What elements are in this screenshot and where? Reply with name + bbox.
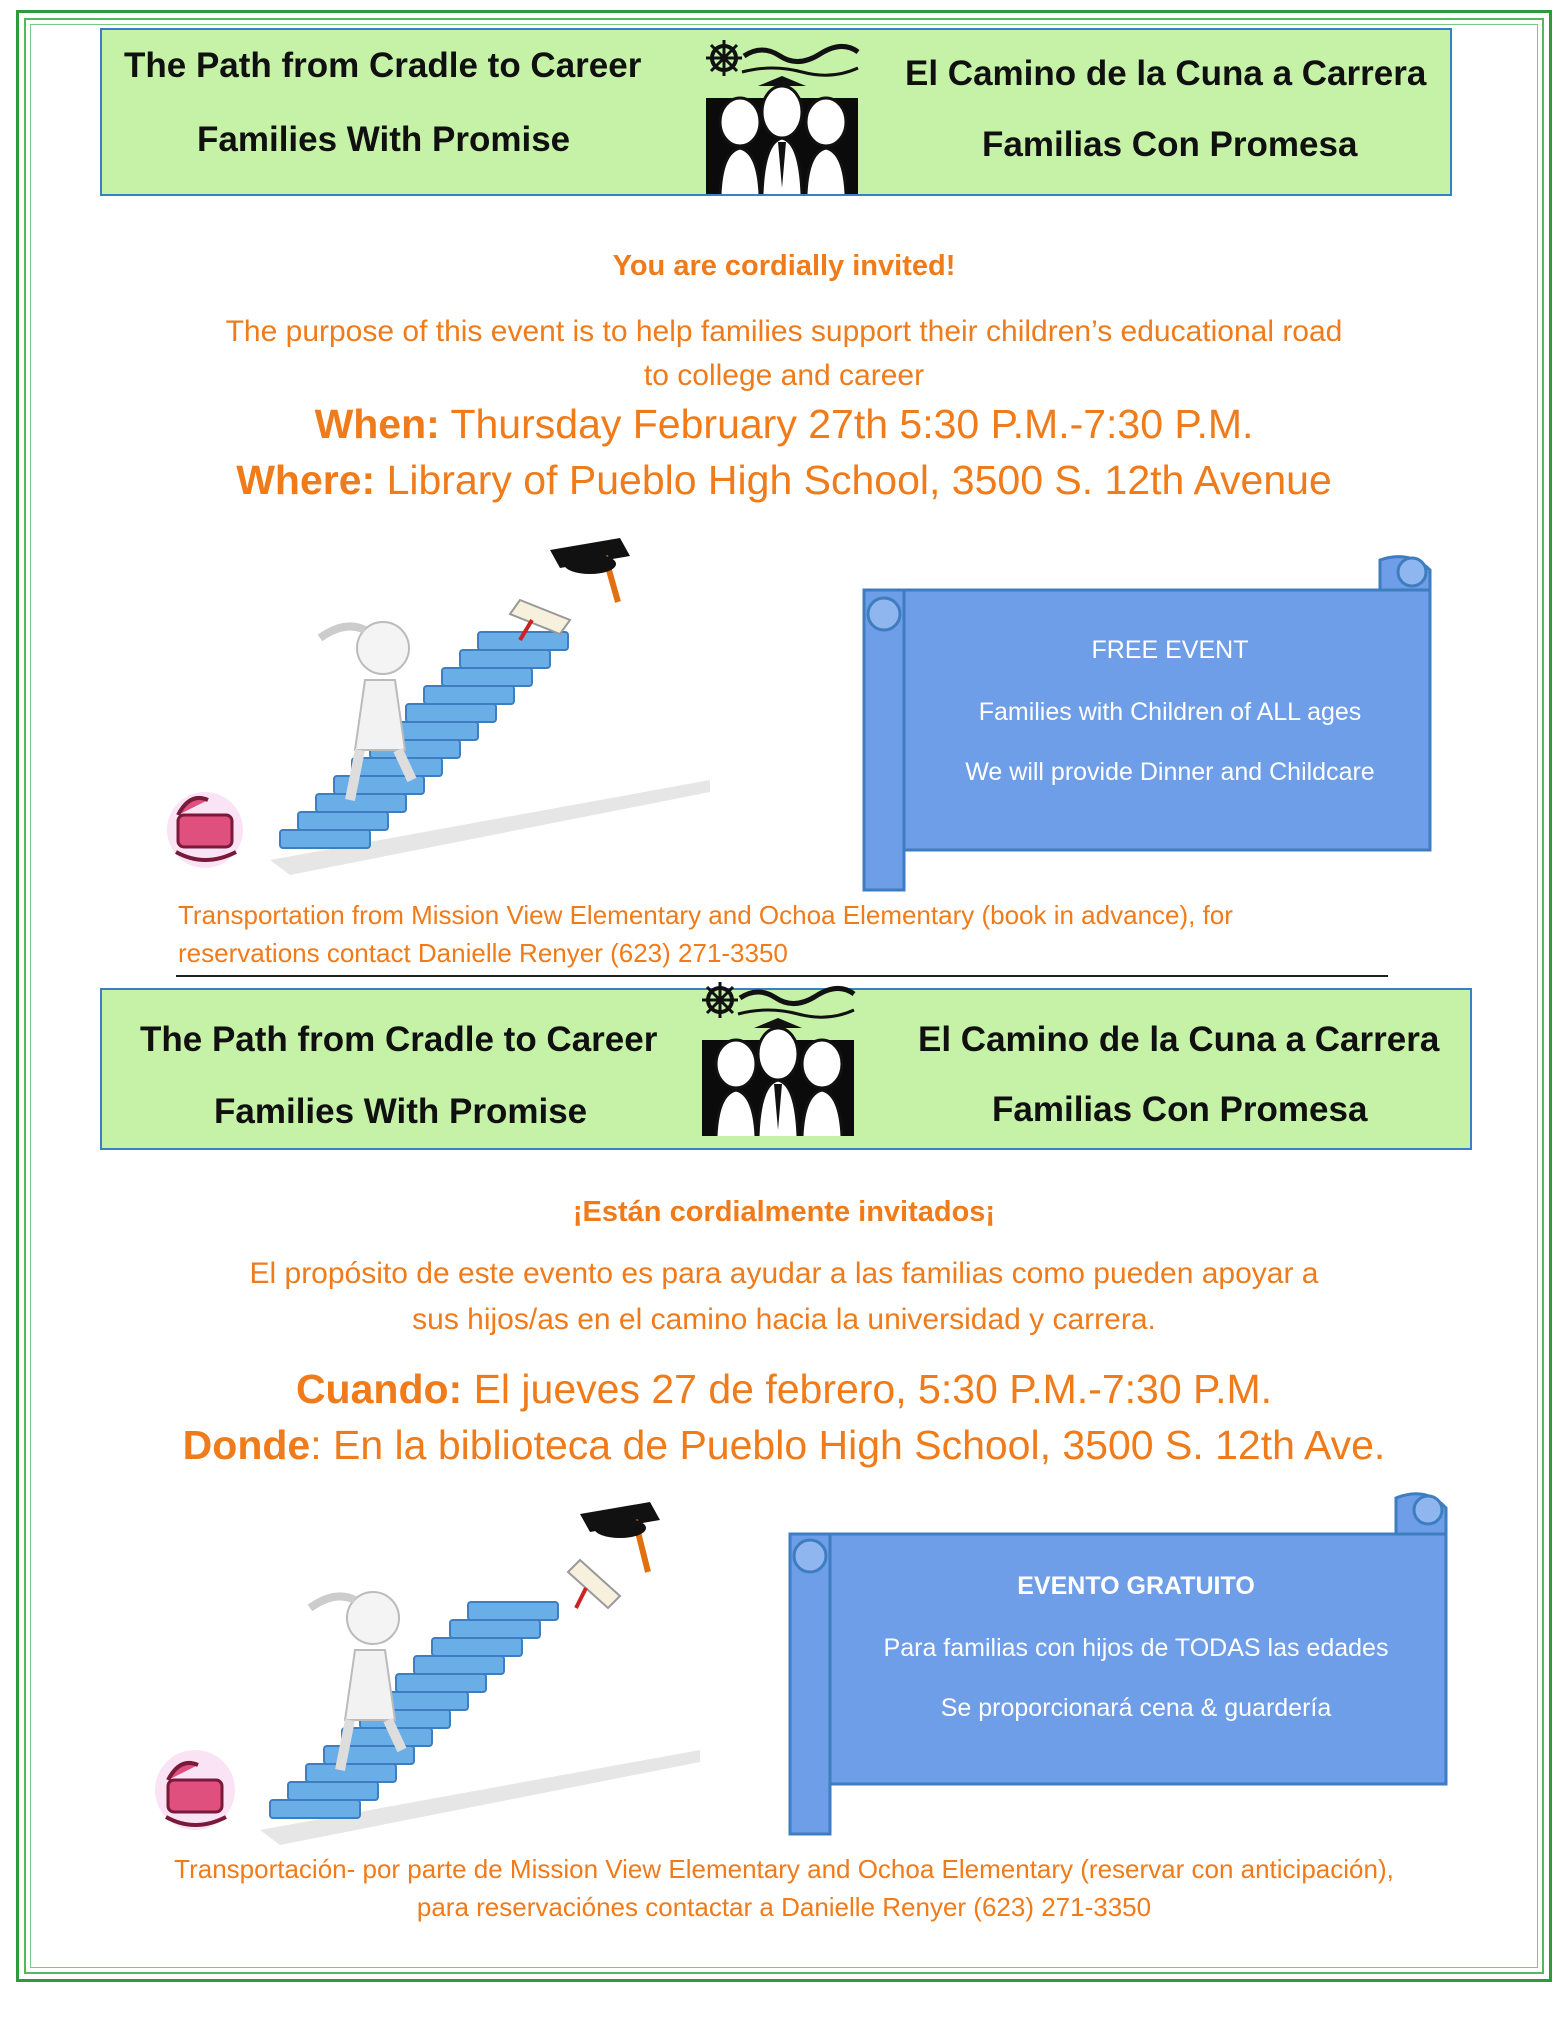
banner-right-line2: Familias Con Promesa bbox=[992, 1090, 1368, 1129]
scroll-line-dinner: We will provide Dinner and Childcare bbox=[965, 758, 1375, 786]
spanish-transport-line1: Transportación- por parte de Mission View Elementary and Ochoa Elementary (reservar con anticipación), bbox=[174, 1854, 1394, 1884]
free-event-scroll bbox=[900, 590, 1440, 830]
family-graduates-logo-icon bbox=[702, 38, 862, 194]
spanish-where-line bbox=[0, 1422, 1568, 1469]
english-purpose-line1: The purpose of this event is to help families support their children’s educational road bbox=[225, 315, 1343, 348]
where-label: Where: bbox=[236, 457, 376, 503]
banner-left-line1: The Path from Cradle to Career bbox=[140, 1020, 658, 1059]
banner-left-line2: Families With Promise bbox=[197, 120, 571, 159]
scroll-line-free-event: FREE EVENT bbox=[1091, 636, 1249, 664]
where-label: Donde bbox=[182, 1422, 311, 1468]
stairs-to-graduation-illustration bbox=[140, 1500, 730, 1860]
banner-left-line2: Families With Promise bbox=[214, 1092, 588, 1131]
english-purpose-line2: to college and career bbox=[643, 359, 925, 392]
spanish-transport-line2: para reservaciónes contactar a Danielle Renyer (623) 271-3350 bbox=[416, 1892, 1152, 1922]
where-value: Library of Pueblo High School, 3500 S. 12th Avenue bbox=[375, 457, 1332, 503]
spanish-header-banner bbox=[100, 988, 1472, 1150]
stairs-to-graduation-illustration bbox=[150, 530, 740, 890]
banner-right-line1: El Camino de la Cuna a Carrera bbox=[905, 54, 1427, 93]
english-where-line bbox=[0, 457, 1568, 504]
when-value: El jueves 27 de febrero, 5:30 P.M.-7:30 P.M. bbox=[462, 1366, 1273, 1412]
when-value: Thursday February 27th 5:30 P.M.-7:30 P.M. bbox=[439, 401, 1254, 447]
when-label: Cuando: bbox=[295, 1366, 463, 1412]
section-divider bbox=[176, 975, 1388, 977]
english-header-banner bbox=[100, 28, 1452, 196]
evento-gratuito-scroll bbox=[830, 1534, 1442, 1784]
when-label: When: bbox=[314, 401, 440, 447]
family-graduates-logo-icon bbox=[698, 980, 858, 1136]
banner-left-line1: The Path from Cradle to Career bbox=[124, 46, 642, 85]
english-transport-line1: Transportation from Mission View Elementary and Ochoa Elementary (book in advance), for bbox=[178, 900, 1233, 930]
scroll-line-families: Families with Children of ALL ages bbox=[978, 698, 1362, 726]
scroll-line-evento-gratuito: EVENTO GRATUITO bbox=[1017, 1572, 1255, 1600]
spanish-when-line bbox=[0, 1366, 1568, 1413]
spanish-invite-heading: ¡Están cordialmente invitados¡ bbox=[572, 1196, 996, 1228]
where-value: : En la biblioteca de Pueblo High School, 3500 S. 12th Ave. bbox=[310, 1422, 1386, 1468]
cradle-icon bbox=[155, 1750, 235, 1830]
banner-right-line2: Familias Con Promesa bbox=[982, 125, 1358, 164]
english-transport-line2: reservations contact Danielle Renyer (623) 271-3350 bbox=[178, 938, 788, 968]
english-when-line bbox=[0, 401, 1568, 448]
spanish-purpose-line1: El propósito de este evento es para ayudar a las familias como pueden apoyar a bbox=[249, 1257, 1319, 1290]
scroll-line-cena: Se proporcionará cena & guardería bbox=[940, 1694, 1332, 1722]
spanish-purpose-line2: sus hijos/as en el camino hacia la universidad y carrera. bbox=[412, 1303, 1156, 1336]
cradle-icon bbox=[167, 792, 243, 868]
scroll-line-familias: Para familias con hijos de TODAS las edades bbox=[883, 1634, 1389, 1662]
banner-right-line1: El Camino de la Cuna a Carrera bbox=[918, 1020, 1440, 1059]
english-invite-heading: You are cordially invited! bbox=[612, 250, 956, 282]
